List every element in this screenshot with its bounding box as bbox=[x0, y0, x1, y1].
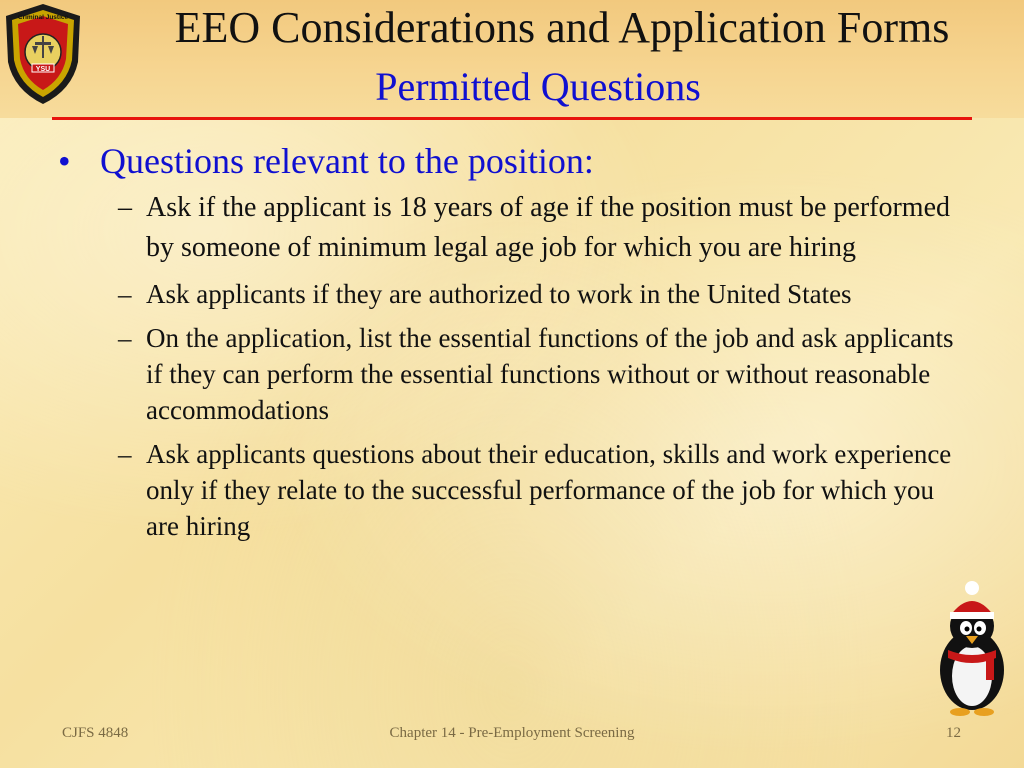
sub-bullet-text: Ask applicants if they are authorized to work in the United States bbox=[146, 279, 852, 309]
dash-marker: – bbox=[118, 323, 132, 353]
slide-content bbox=[58, 140, 958, 552]
sub-bullet-item bbox=[58, 320, 958, 428]
sub-bullet-item bbox=[58, 436, 958, 544]
bullet-heading bbox=[58, 140, 958, 182]
sub-bullet-item bbox=[58, 276, 958, 312]
header-rule bbox=[52, 117, 972, 120]
footer-page-number: 12 bbox=[946, 725, 961, 741]
bullet-marker: • bbox=[58, 141, 71, 181]
sub-bullet-text: On the application, list the essential functions of the job and ask applicants if they can perform the essential functions without or without reasonable accommodations bbox=[146, 323, 954, 425]
footer-chapter: Chapter 14 - Pre-Employment Screening bbox=[389, 725, 635, 741]
sub-bullet-text: Ask applicants questions about their education, skills and work experience only if they relate to the successful performance of the job for which you are hiring bbox=[146, 439, 952, 541]
logo-text-top: Criminal Justice bbox=[17, 14, 69, 21]
slide-title: EEO Considerations and Application Forms bbox=[174, 3, 950, 52]
footer-course: CJFS 4848 bbox=[62, 725, 129, 741]
sub-bullet-text: Ask if the applicant is 18 years of age if the position must be performed by someone of minimum legal age job for which you are hiring bbox=[146, 192, 951, 263]
slide-subtitle: Permitted Questions bbox=[375, 64, 701, 109]
logo-text-center: YSU bbox=[35, 66, 51, 73]
dash-marker: – bbox=[118, 192, 132, 223]
sub-bullet-item bbox=[58, 188, 958, 268]
bullet-heading-text: Questions relevant to the position: bbox=[100, 141, 594, 181]
dash-marker: – bbox=[118, 439, 132, 469]
penguin-mascot-icon bbox=[930, 578, 1014, 718]
dash-marker: – bbox=[118, 279, 132, 309]
